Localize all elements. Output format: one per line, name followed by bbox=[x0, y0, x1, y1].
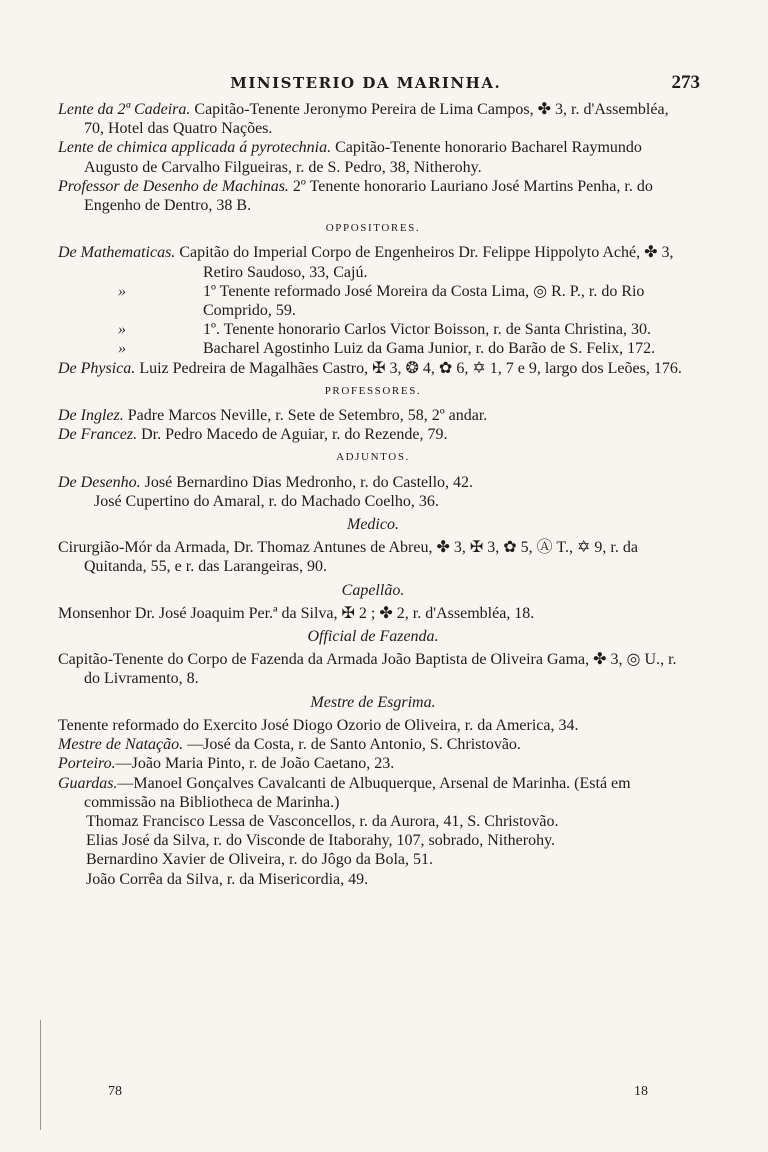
entry-oppositor-mathematicas bbox=[58, 243, 688, 281]
entry-oppositor-physica bbox=[58, 359, 688, 378]
entry-guardas bbox=[58, 774, 688, 812]
entry-text: —João Maria Pinto, r. de João Caetano, 23. bbox=[115, 755, 395, 773]
section-title-medico: Medico. bbox=[347, 516, 399, 534]
entry-guarda: Bernardino Xavier de Oliveira, r. do Jôgo da Bola, 51. bbox=[86, 851, 434, 869]
page-footer bbox=[108, 1084, 648, 1100]
page-number: 273 bbox=[671, 72, 700, 93]
entry-role: Mestre de Natação. bbox=[58, 736, 184, 754]
section-title-capellao: Capellão. bbox=[341, 581, 405, 599]
running-title: MINISTERIO DA MARINHA. bbox=[230, 74, 502, 92]
signature-mark: 78 bbox=[108, 1084, 122, 1099]
entry-text: Bacharel Agostinho Luiz da Gama Junior, r. do Barão de S. Felix, 172. bbox=[203, 340, 656, 358]
ditto-mark: » bbox=[118, 282, 126, 300]
entry-official-fazenda: Capitão-Tenente do Corpo de Fazenda da Armada João Baptista de Oliveira Gama, ✤ 3, ◎ U., r. do Livramento, 8. bbox=[58, 651, 677, 688]
entry-role: De Francez. bbox=[58, 426, 138, 444]
entry-role: Guardas. bbox=[58, 774, 118, 792]
entry-guarda: Elias José da Silva, r. do Visconde de Itaborahy, 107, sobrado, Nitherohy. bbox=[86, 832, 556, 850]
entry-lente-chimica bbox=[58, 138, 688, 176]
page-header bbox=[60, 72, 700, 94]
sheet-number: 18 bbox=[634, 1084, 648, 1099]
entry-text: Padre Marcos Neville, r. Sete de Setembro, 58, 2º andar. bbox=[123, 407, 488, 425]
entry-role: Lente de chimica applicada á pyrotechnia. bbox=[58, 139, 332, 157]
ditto-mark: » bbox=[118, 340, 126, 358]
entry-guarda: Thomaz Francisco Lessa de Vasconcellos, r. da Aurora, 41, S. Christovão. bbox=[86, 812, 559, 830]
entry-mestre-esgrima: Tenente reformado do Exercito José Diogo Ozorio de Oliveira, r. da America, 34. bbox=[58, 716, 579, 734]
entry-adjunto-desenho bbox=[58, 473, 688, 492]
entry-text: 1º. Tenente honorario Carlos Victor Boisson, r. de Santa Christina, 30. bbox=[203, 321, 652, 339]
entry-role: Lente da 2ª Cadeira. bbox=[58, 101, 191, 118]
entry-professor-desenho-machinas bbox=[58, 177, 688, 215]
entry-role: Professor de Desenho de Machinas. bbox=[58, 177, 289, 195]
entry-text: Luiz Pedreira de Magalhães Castro, ✠ 3, ❂ 4, ✿ 6, ✡ 1, 7 e 9, largo dos Leões, 176. bbox=[135, 359, 682, 377]
entry-role: De Physica. bbox=[58, 359, 136, 377]
entry-oppositor-ditto-1 bbox=[58, 282, 688, 320]
entry-text: 2º Tenente honorario Lauriano José Martins Penha, r. do Engenho de Dentro, 38 B. bbox=[84, 177, 653, 215]
entry-oppositor-ditto-3 bbox=[58, 339, 688, 358]
entry-text: Dr. Pedro Macedo de Aguiar, r. do Rezende, 79. bbox=[137, 426, 448, 444]
entry-text: Capitão do Imperial Corpo de Engenheiros Dr. Felippe Hippolyto Aché, ✤ 3, Retiro Saudoso, 33, Cajú. bbox=[175, 244, 674, 281]
entry-role: De Inglez. bbox=[58, 407, 124, 425]
entry-capellao: Monsenhor Dr. José Joaquim Per.ª da Silva, ✠ 2 ; ✤ 2, r. d'Assembléa, 18. bbox=[58, 604, 535, 622]
entry-text: Capitão-Tenente honorario Bacharel Raymundo Augusto de Carvalho Filgueiras, r. de S. Pedro, 38, Nitherohy. bbox=[84, 139, 642, 176]
section-title-official-fazenda: Official de Fazenda. bbox=[307, 628, 439, 646]
entry-professor-inglez bbox=[58, 406, 688, 425]
section-heading-adjuntos: ADJUNTOS. bbox=[336, 451, 410, 464]
entry-text: —Manoel Gonçalves Cavalcanti de Albuquerque, Arsenal de Marinha. (Está em commissão na Bibliotheca de Marinha.) bbox=[84, 774, 631, 811]
section-title-mestre-esgrima: Mestre de Esgrima. bbox=[310, 693, 436, 711]
entry-guarda: João Corrêa da Silva, r. da Misericordia, 49. bbox=[86, 870, 369, 888]
entry-adjunto-second: José Cupertino do Amaral, r. do Machado Coelho, 36. bbox=[94, 492, 439, 510]
ditto-mark: » bbox=[118, 321, 126, 339]
entry-text: 1º Tenente reformado José Moreira da Costa Lima, ◎ R. P., r. do Rio Comprido, 59. bbox=[203, 282, 645, 320]
entry-porteiro bbox=[58, 754, 688, 773]
entry-lente-2a-cadeira bbox=[58, 100, 688, 138]
entry-text: Capitão-Tenente Jeronymo Pereira de Lima Campos, ✤ 3, r. d'Assembléa, 70, Hotel das Quatro Nações. bbox=[84, 101, 669, 138]
margin-rule bbox=[40, 1020, 41, 1130]
entry-text: José Bernardino Dias Medronho, r. do Castello, 42. bbox=[140, 473, 474, 491]
entry-oppositor-ditto-2 bbox=[58, 320, 688, 339]
section-heading-professores: PROFESSORES. bbox=[324, 384, 422, 397]
entry-role: De Desenho. bbox=[58, 473, 141, 491]
entry-text: —José da Costa, r. de Santo Antonio, S. Christovão. bbox=[183, 736, 521, 754]
entry-role: De Mathematicas. bbox=[58, 244, 176, 262]
entry-medico: Cirurgião-Mór da Armada, Dr. Thomaz Antunes de Abreu, ✤ 3, ✠ 3, ✿ 5, Ⓐ T., ✡ 9, r. da Quitanda, 55, e r. das Larangeiras, 90. bbox=[58, 539, 638, 576]
entry-professor-francez bbox=[58, 425, 688, 444]
section-heading-oppositores: OPPOSITORES. bbox=[325, 222, 421, 235]
page-body bbox=[58, 100, 688, 889]
entry-role: Porteiro. bbox=[58, 755, 116, 773]
entry-mestre-natacao bbox=[58, 735, 688, 754]
